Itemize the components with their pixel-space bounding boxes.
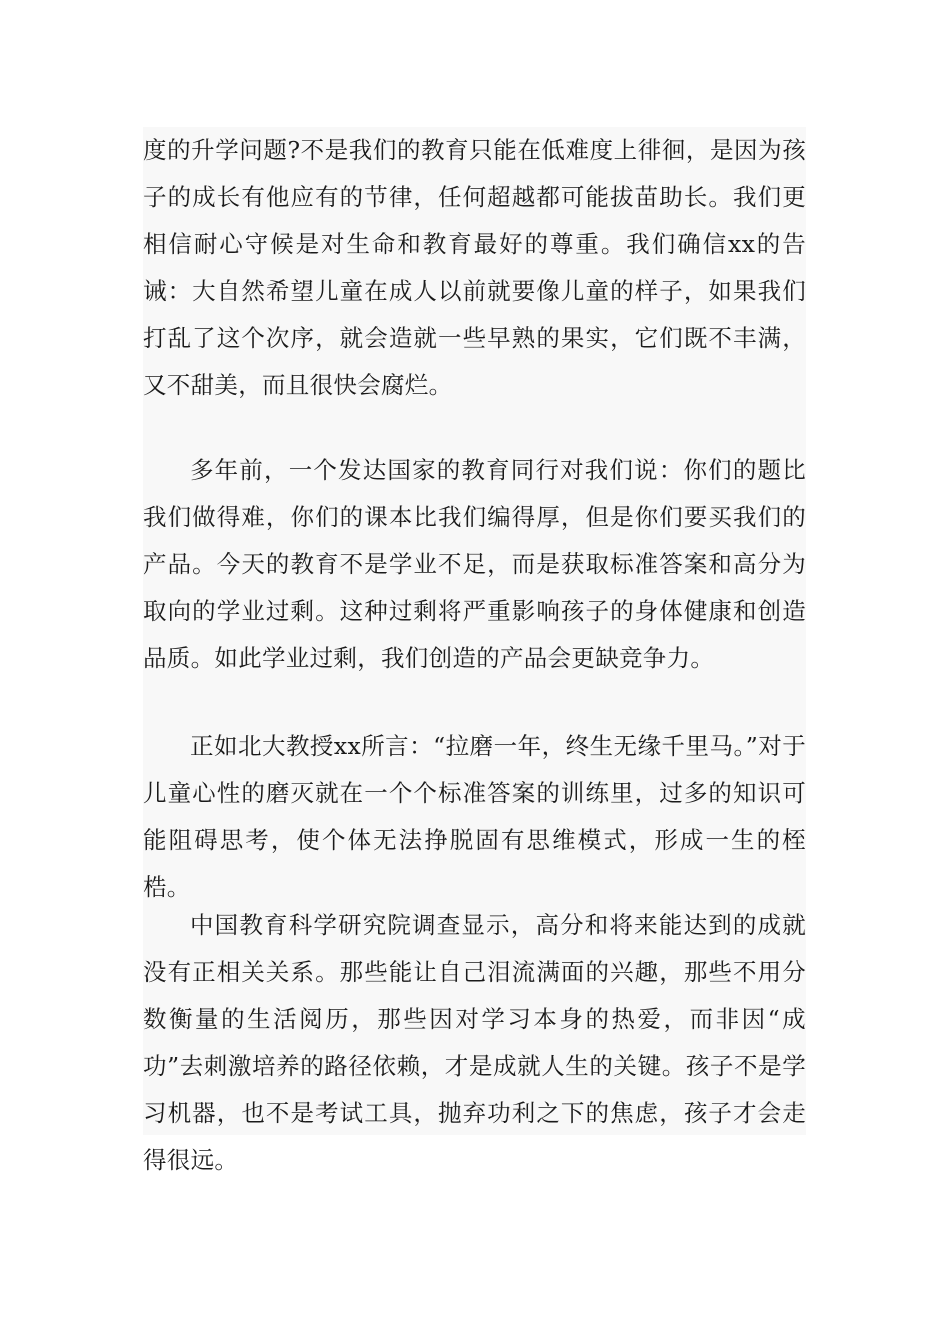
- paragraph-1: 度的升学问题?不是我们的教育只能在低难度上徘徊，是因为孩子的成长有他应有的节律，任何超越都可能拔苗助长。我们更相信耐心守候是对生命和教育最好的尊重。我们确信xx的告诫：大自然希望儿童在成人以前就要像儿童的样子，如果我们打乱了这个次序，就会造就一些早熟的果实，它们既不丰满，又不甜美，而且很快会腐烂。: [143, 136, 806, 399]
- paragraph-4: 中国教育科学研究院调查显示，高分和将来能达到的成就没有正相关关系。那些能让自己泪流满面的兴趣，那些不用分数衡量的生活阅历，那些因对学习本身的热爱，而非因“成功”去刺激培养的路径依赖，才是成就人生的关键。孩子不是学习机器，也不是考试工具，抛弃功利之下的焦虑，孩子才会走得很远。: [143, 911, 806, 1174]
- text-block: [143, 127, 806, 1174]
- paragraph-3: 正如北大教授xx所言：“拉磨一年，终生无缘千里马。”对于儿童心性的磨灭就在一个个标准答案的训练里，过多的知识可能阻碍思考，使个体无法挣脱固有思维模式，形成一生的桎梏。: [143, 732, 806, 901]
- paragraph-2: 多年前，一个发达国家的教育同行对我们说：你们的题比我们做得难，你们的课本比我们编得厚，但是你们要买我们的产品。今天的教育不是学业不足，而是获取标准答案和高分为取向的学业过剩。这种过剩将严重影响孩子的身体健康和创造品质。如此学业过剩，我们创造的产品会更缺竞争力。: [143, 456, 806, 672]
